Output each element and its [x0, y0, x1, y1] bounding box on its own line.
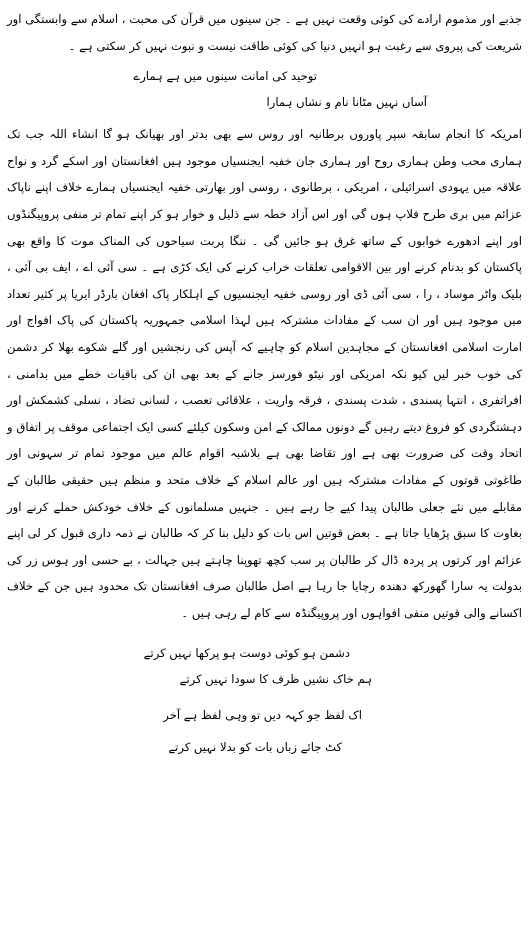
- verse-two-line-4: کٹ جائے زباں بات کو بدلا نہیں کرتے: [168, 740, 342, 755]
- body-paragraph: امریکہ کا انجام سابقہ سپر پاوروں برطانیہ اور روس سے بھی بدتر اور بھیانک ہو گا انشاء اللہ جب تک ہماری محب وطن ہماری روح اور ہماری جان خفیہ ایجنسیاں موجود ہیں افغانستان اور اسکے گرد و نواح علاقہ میں یہودی اسرائیلی ، امریکی ، برطانوی ، روسی اور بھارتی خفیہ ایجنسیاں ہمارے خلاف اپنے ناپاک عزائم میں بری طرح فلاپ ہوں گی اور اس آزاد خطہ سے ذلیل و خوار ہو کر اپنے تمام تر منفی پروپیگنڈوں اور اپنے ادھورے خوابوں کے ساتھ غرق ہو جائیں گی ۔ ننگا پربت سیاحوں کی المناک موت کا واقع بھی پاکستان کو بدنام کرنے اور بین الاقوامی تعلقات خراب کرنے کی ایک کڑی ہے ۔ سی آئی اے ، ایف بی آئی ، بلیک واٹر موساد ، را ، سی آئی ڈی اور روسی خفیہ ایجنسیوں کے اہلکار پاک افغان بارڈر ایریا پر کثیر تعداد میں موجود ہیں اور ان سب کے مفادات مشترکہ ہیں لہذا اسلامی جمہوریہ پاکستان کی پاک افواج اور امارت اسلامی افغانستان کے مجاہدین اسلام کو چاہیے کہ آپس کی رنجشیں اور گلے شکوے بھلا کر دشمن کی خوب خبر لیں کیو نکہ امریکی اور نیٹو فورسز جانے کے بعد بھی ان کی باقیات خطے میں بدامنی ، افراتفری ، انتہا پسندی ، شدت پسندی ، فرقہ واریت ، علاقائی تعصب ، لسانی تضاد ، نسلی کشمکش اور دہشتگردی کو فروغ دیتے رہیں گے دونوں ممالک کے امن وسکون کیلئے کسی ایک اجتماعی موقف پر اتفاق و اتحاد وقت کی ضرورت بھی ہے اور تقاضا بھی ہے بلاشبہ اقوام عالم میں موجود تمام تر سہونی اور طاغوتی قوتوں کے مفادات مشترکہ ہیں اور عالم اسلام کے خلاف متحد و منظم ہیں حقیقی طالبان کے مقابلے میں نئے جعلی طالبان پیدا کیے جا رہے ہیں ۔ جنہیں مسلمانوں کے خلاف خودکش حملے کرنے اور بغاوت کا سبق پڑھایا جاتا ہے ۔ بعض قوتیں اس بات کو دلیل بنا کر کہ طالبان نے ذمہ داری قبول کر لی اپنے عزائم اور کرتوں پر پردہ ڈال کر طالبان پر سب کچھ تھوپنا چاہتے ہیں جہالت ، بے حسی اور ہوس زر کی بدولت یہ سارا گھورکھ دھندہ رچایا جا رہا ہے اصل طالبان صرف افغانستان تک محدود ہیں جن کے خلاف اکسانے والی قوتیں منفی افواہوں اور پروپیگنڈہ سے کام لے رہی ہیں ۔: [7, 127, 522, 620]
- verse-two-line-1: دشمن ہو کوئی دوست ہو پرکھا نہیں کرتے: [143, 646, 350, 661]
- intro-paragraph: جذبے اور مذموم ارادے کی کوئی وقعت نہیں ہے ۔ جن سینوں میں قرآن کی محبت ، اسلام سے وابستگی اور شریعت کی پیروی سے رغبت ہو انہیں دنیا کی کوئی طاقت نیست و نبوت نہیں کر سکتی ہے ۔: [7, 12, 522, 53]
- verse-one-line-1: توحید کی امانت سینوں میں ہے ہمارے: [133, 69, 317, 84]
- verse-two-line-3: اک لفظ جو کہہ دیں تو وہی لفظ ہے آخر: [163, 708, 362, 723]
- verse-one-line-2: آساں نہیں مٹانا نام و نشاں ہمارا: [266, 95, 427, 110]
- verse-two-line-2: ہم خاک نشیں ظرف کا سودا نہیں کرتے: [179, 672, 372, 687]
